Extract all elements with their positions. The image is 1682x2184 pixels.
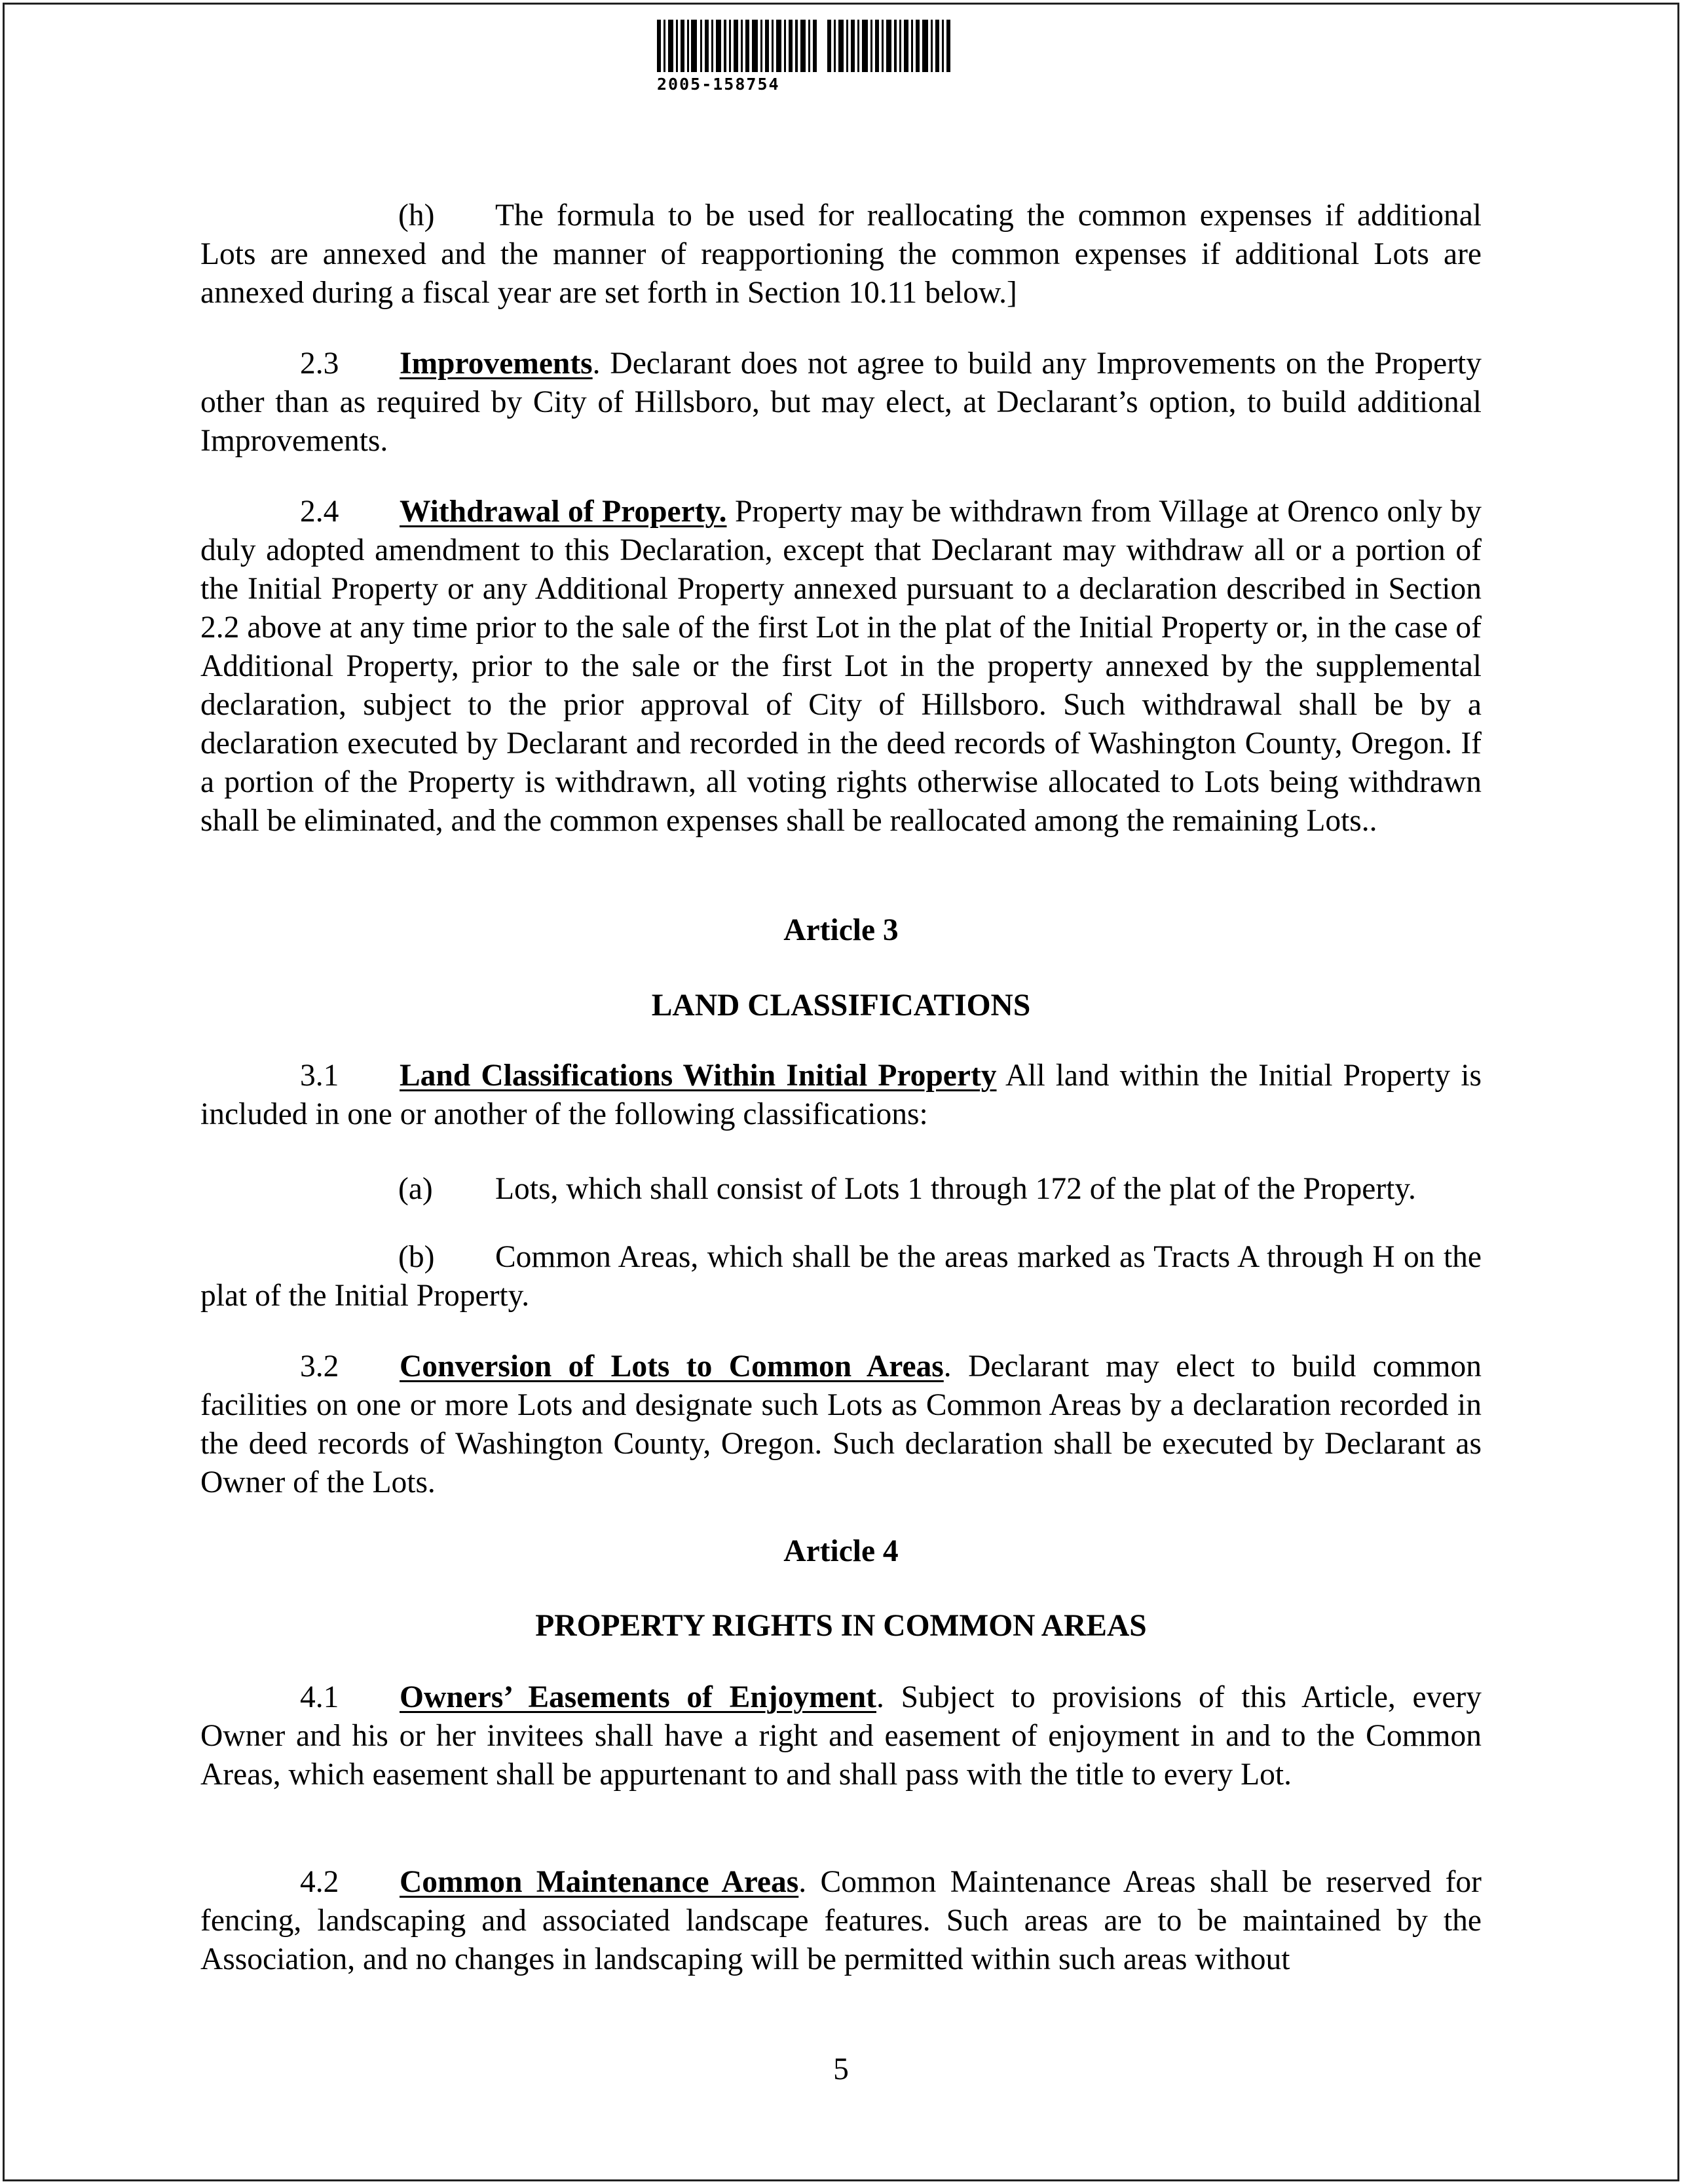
section-number: 3.2: [300, 1349, 339, 1384]
section-heading: Common Maintenance Areas: [400, 1865, 799, 1899]
page-number: 5: [833, 2052, 849, 2086]
heading-punctuation: .: [798, 1865, 807, 1899]
paragraph-2-4: [200, 493, 1482, 840]
section-number: 4.1: [300, 1680, 339, 1714]
paragraph-text: Common Areas, which shall be the areas marked as Tracts A through H on the plat of the Initial Property.: [200, 1240, 1482, 1313]
section-heading: Land Classifications Within Initial Property: [400, 1059, 997, 1093]
paragraph-text: Lots, which shall consist of Lots 1 through 172 of the plat of the Property.: [495, 1172, 1416, 1206]
paragraph-3-1-a: [200, 1170, 1482, 1209]
heading-punctuation: .: [943, 1349, 952, 1384]
heading-punctuation: .: [876, 1680, 884, 1714]
section-heading: Owners’ Easements of Enjoyment: [400, 1680, 876, 1714]
paragraph-text: Declarant may elect to build common facilities on one or more Lots and designate such Lots as Common Areas by a declaration recorded in the deed records of Washington County, Oregon. Such declaration shall be executed by Declarant as Owner of the Lots.: [200, 1349, 1482, 1499]
paragraph-3-2: [200, 1347, 1482, 1502]
article-4-title: PROPERTY RIGHTS IN COMMON AREAS: [535, 1609, 1147, 1643]
section-number: 3.1: [300, 1059, 339, 1093]
paragraph-text: Property may be withdrawn from Village at Orenco only by duly adopted amendment to this Declaration, except that Declarant may withdraw all or a portion of the Initial Property or any Additional Property annexed pursuant to a declaration described in Section 2.2 above at any time prior to the sale of the first Lot in the plat of the Initial Property or, in the case of Additional Property, prior to the sale or the first Lot in the property annexed by the supplemental declaration, subject to the prior approval of City of Hillsboro. Such withdrawal shall be by a declaration executed by Declarant and recorded in the deed records of Washington County, Oregon. If a portion of the Property is withdrawn, all voting rights otherwise allocated to Lots being withdrawn shall be eliminated, and the common expenses shall be reallocated among the remaining Lots..: [200, 495, 1482, 838]
heading-punctuation: .: [592, 347, 601, 381]
paragraph-2-2-h: [200, 197, 1482, 312]
item-label: (h): [398, 198, 435, 233]
section-heading: Withdrawal of Property.: [400, 495, 727, 529]
paragraph-4-1: [200, 1678, 1482, 1794]
item-label: (a): [398, 1172, 433, 1206]
paragraph-text: Common Maintenance Areas shall be reserved for fencing, landscaping and associated landscape features. Such areas are to be maintained by the Association, and no changes in landscaping will be permitted within such areas without: [200, 1865, 1482, 1976]
section-number: 2.3: [300, 347, 339, 381]
section-heading: Conversion of Lots to Common Areas: [400, 1349, 944, 1384]
paragraph-2-3: [200, 345, 1482, 461]
barcode-number: 2005-158754: [657, 75, 780, 94]
paragraph-text: Subject to provisions of this Article, every Owner and his or her invitees shall have a right and easement of enjoyment in and to the Common Areas, which easement shall be appurtenant to and shall pass with the title to every Lot.: [200, 1680, 1482, 1792]
barcode-image: [657, 20, 950, 72]
section-heading: Improvements: [400, 347, 593, 381]
item-label: (b): [398, 1240, 435, 1274]
article-3-title: LAND CLASSIFICATIONS: [651, 988, 1031, 1023]
article-3-number: Article 3: [783, 913, 899, 947]
paragraph-4-2: [200, 1863, 1482, 1979]
paragraph-text: The formula to be used for reallocating the common expenses if additional Lots are annexed and the manner of reapportioning the common expenses if additional Lots are annexed during a fiscal year are set forth in Section 10.11 below.]: [200, 198, 1482, 310]
paragraph-3-1: [200, 1057, 1482, 1134]
section-number: 2.4: [300, 495, 339, 529]
paragraph-3-1-b: [200, 1238, 1482, 1315]
paragraph-text: Declarant does not agree to build any Improvements on the Property other than as required by City of Hillsboro, but may elect, at Declarant’s option, to build additional Improvements.: [200, 347, 1482, 458]
article-4-number: Article 4: [783, 1534, 899, 1568]
paragraph-text: All land within the Initial Property is included in one or another of the following classifications:: [200, 1059, 1482, 1131]
section-number: 4.2: [300, 1865, 339, 1899]
